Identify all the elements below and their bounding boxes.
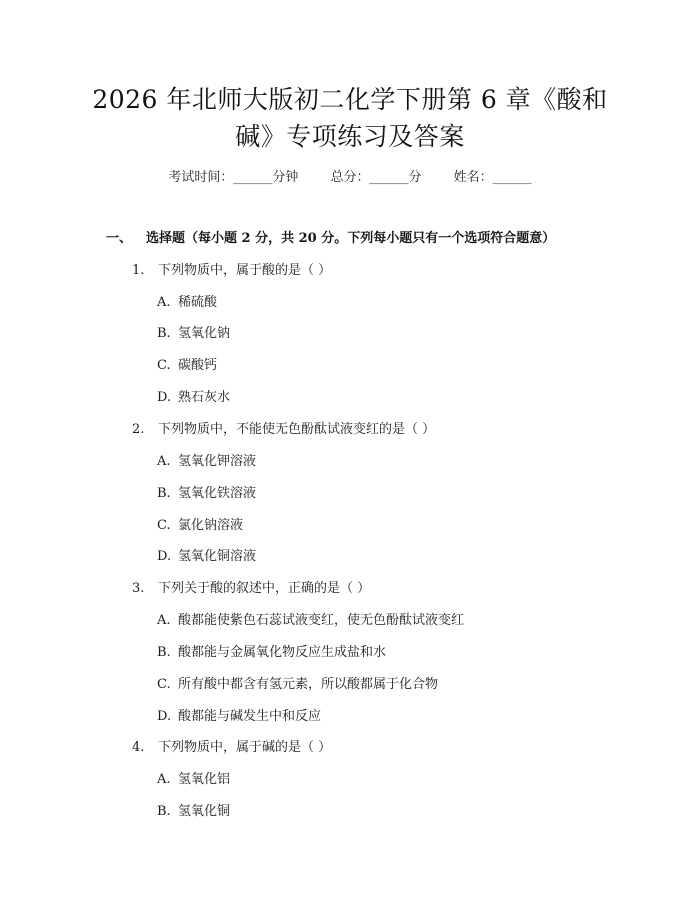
option-text: 氢氧化钠 [178,326,231,341]
question-2-option-b [157,484,256,504]
question-number: 3. [132,581,145,596]
question-4 [132,738,331,758]
total-score-blank: ______ [369,170,409,185]
question-4-option-a [157,770,230,790]
question-1 [132,261,331,281]
option-label: B. [157,804,171,819]
document-title-line-2: 碱》专项练习及答案 [235,122,465,151]
student-name-field [454,168,532,188]
question-1-option-a [157,293,217,313]
option-label: D. [157,549,172,564]
option-text: 氢氧化铜溶液 [178,549,257,564]
option-text: 氢氧化铜 [178,804,231,819]
exam-time-unit: 分钟 [272,170,299,185]
question-number: 2. [132,422,145,437]
exam-time-label: 考试时间： [168,170,234,185]
student-name-blank: ______ [492,170,532,185]
option-text: 氢氧化铝 [178,772,231,787]
question-2 [132,420,435,440]
total-score-label: 总分： [330,170,370,185]
option-label: A. [157,772,171,787]
option-text: 氢氧化铁溶液 [178,486,257,501]
exam-time-blank: ______ [233,170,273,185]
option-text: 酸都能使紫色石蕊试液变红，使无色酚酞试液变红 [178,613,465,628]
question-1-option-c [157,356,217,376]
question-3-option-c [157,675,438,695]
option-text: 熟石灰水 [178,390,231,405]
total-score-field [330,168,421,188]
option-text: 氢氧化钾溶液 [178,454,257,469]
option-label: A. [157,454,171,469]
question-text: 下列物质中，属于碱的是（ ） [158,740,332,755]
option-label: C. [157,358,171,373]
option-label: C. [157,518,171,533]
option-text: 酸都能与碱发生中和反应 [178,709,322,724]
option-text: 酸都能与金属氧化物反应生成盐和水 [178,645,387,660]
question-1-option-d [157,388,230,408]
exam-info-line [0,168,700,188]
student-name-label: 姓名： [453,170,493,185]
section-number: 一、 [106,231,133,246]
question-3-option-a [157,611,464,631]
option-label: D. [157,709,172,724]
option-label: C. [157,677,171,692]
question-2-option-c [157,516,243,536]
question-number: 4. [132,740,145,755]
question-number: 1. [132,263,145,278]
option-text: 稀硫酸 [178,295,218,310]
exam-time-field [168,168,298,188]
question-2-option-d [157,547,256,567]
option-label: B. [157,645,171,660]
option-text: 氯化钠溶液 [178,518,244,533]
question-3-option-d [157,707,321,727]
question-2-option-a [157,452,256,472]
section-heading [106,229,555,249]
question-3-option-b [157,643,386,663]
question-1-option-b [157,324,230,344]
option-label: B. [157,326,171,341]
option-text: 碳酸钙 [178,358,218,373]
question-text: 下列物质中，不能使无色酚酞试液变红的是（ ） [158,422,436,437]
section-heading-text: 选择题（每小题 2 分，共 20 分。下列每小题只有一个选项符合题意） [146,231,556,246]
question-3 [132,579,370,599]
option-label: A. [157,295,171,310]
option-label: A. [157,613,171,628]
question-text: 下列关于酸的叙述中，正确的是（ ） [158,581,371,596]
option-label: B. [157,486,171,501]
document-title-line-1: 2026 年北师大版初二化学下册第 6 章《酸和 [92,85,608,114]
option-label: D. [157,390,172,405]
option-text: 所有酸中都含有氢元素，所以酸都属于化合物 [178,677,439,692]
total-score-unit: 分 [408,170,422,185]
question-4-option-b [157,802,230,822]
question-text: 下列物质中，属于酸的是（ ） [158,263,332,278]
